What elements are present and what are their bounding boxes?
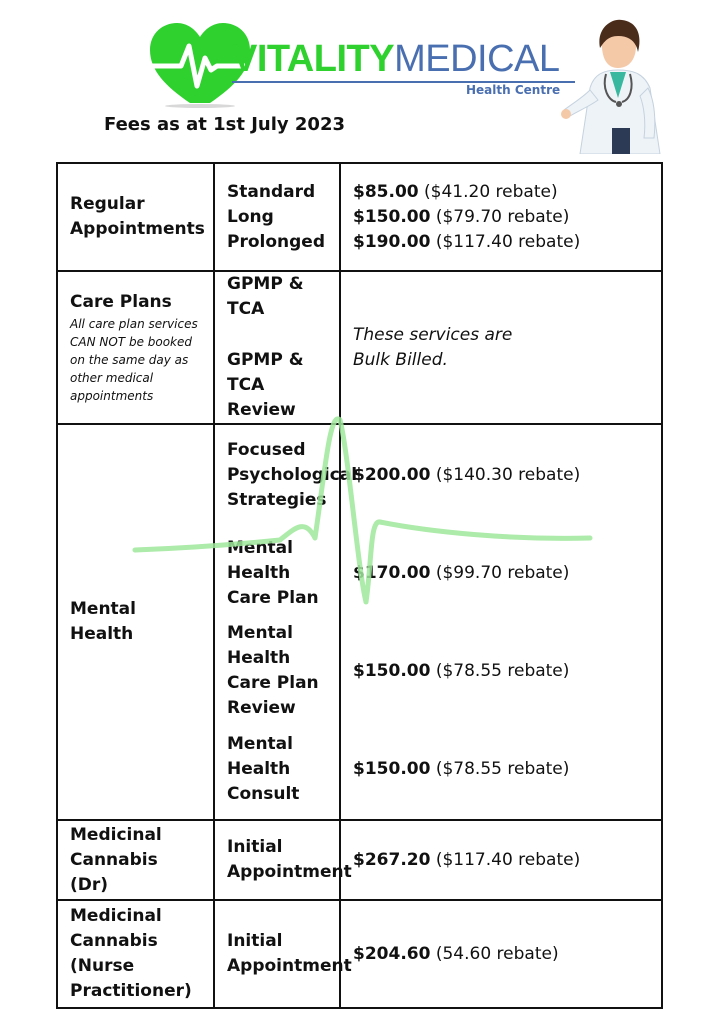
category-cell <box>57 424 214 820</box>
brand-tagline: Health Centre <box>466 83 561 97</box>
fee-line <box>353 180 649 205</box>
fee-price: $190.00 <box>353 231 431 252</box>
category-cell <box>57 900 214 1008</box>
category-note: All care plan services CAN NOT be booked on the same day as other medical appointments <box>70 317 198 403</box>
service-item <box>227 720 327 818</box>
fee-note: Bulk Billed. <box>353 349 448 370</box>
fee-rebate: ($79.70 rebate) <box>435 206 570 227</box>
service-label: Long <box>227 206 274 227</box>
service-label: Mental Health Care Plan Review <box>227 623 319 718</box>
fee-rebate: ($140.30 rebate) <box>435 464 581 485</box>
fee-line <box>353 720 649 818</box>
table-row-regular <box>57 163 662 271</box>
fee-rebate: (54.60 rebate) <box>435 943 559 964</box>
table-row-mental-health <box>57 424 662 820</box>
fee-price: $150.00 <box>353 758 431 779</box>
category-cell <box>57 163 214 271</box>
fee-line <box>353 524 649 622</box>
category-label: Care Plans <box>70 292 172 312</box>
service-label: Mental Health Consult <box>227 733 300 804</box>
service-label: Initial Appointment <box>227 837 352 882</box>
fee-cell <box>340 900 662 1008</box>
fee-price: $204.60 <box>353 943 431 964</box>
category-cell <box>57 820 214 900</box>
category-label: Mental Health <box>70 599 136 644</box>
fee-rebate: ($117.40 rebate) <box>435 849 581 870</box>
page-title: Fees as at 1st July 2023 <box>104 114 345 135</box>
service-item <box>227 524 327 622</box>
fee-price: $200.00 <box>353 464 431 485</box>
service-label: Focused Psychological Strategies <box>227 439 358 510</box>
category-label: Medicinal Cannabis (Dr) <box>70 824 162 895</box>
service-cell <box>214 163 340 271</box>
fee-rebate: ($99.70 rebate) <box>435 562 570 583</box>
fee-line <box>353 205 649 230</box>
fee-price: $150.00 <box>353 206 431 227</box>
service-cell <box>214 900 352 1008</box>
fee-price: $170.00 <box>353 562 431 583</box>
service-label: Standard <box>227 181 316 202</box>
service-item <box>227 426 358 524</box>
table-row-cannabis-dr <box>57 820 662 900</box>
fee-cell <box>340 424 662 820</box>
fee-rebate: ($117.40 rebate) <box>435 231 581 252</box>
fee-rebate: ($78.55 rebate) <box>435 758 570 779</box>
category-cell <box>57 271 214 424</box>
fee-price: $150.00 <box>353 660 431 681</box>
service-label: Prolonged <box>227 231 325 252</box>
fee-note: These services are <box>353 324 513 345</box>
fee-rebate: ($78.55 rebate) <box>435 660 570 681</box>
category-label: Medicinal Cannabis (Nurse Practitioner) <box>70 906 192 1001</box>
service-label: Initial Appointment <box>227 931 352 976</box>
service-label: GPMP & TCA <box>227 274 304 319</box>
service-cell <box>214 820 352 900</box>
service-cell <box>214 271 340 424</box>
service-label: Mental Health Care Plan <box>227 537 319 608</box>
fees-table <box>56 162 663 1009</box>
service-label: GPMP & TCA Review <box>227 350 304 420</box>
doctor-illustration-icon <box>560 18 690 154</box>
fee-price: $85.00 <box>353 181 419 202</box>
fee-price: $267.20 <box>353 849 431 870</box>
spacer <box>227 322 327 348</box>
service-cell <box>214 424 358 820</box>
brand-name: VITALITYMEDICAL <box>232 38 560 80</box>
category-label: Regular Appointments <box>70 194 205 239</box>
fee-line <box>353 622 649 720</box>
service-item <box>227 622 327 720</box>
fee-line <box>353 230 649 255</box>
table-row-cannabis-np <box>57 900 662 1008</box>
fee-cell <box>340 820 662 900</box>
fee-cell <box>340 271 662 424</box>
fee-rebate: ($41.20 rebate) <box>424 181 558 202</box>
fee-line <box>353 426 649 524</box>
fee-cell <box>340 163 662 271</box>
table-row-care-plans <box>57 271 662 424</box>
